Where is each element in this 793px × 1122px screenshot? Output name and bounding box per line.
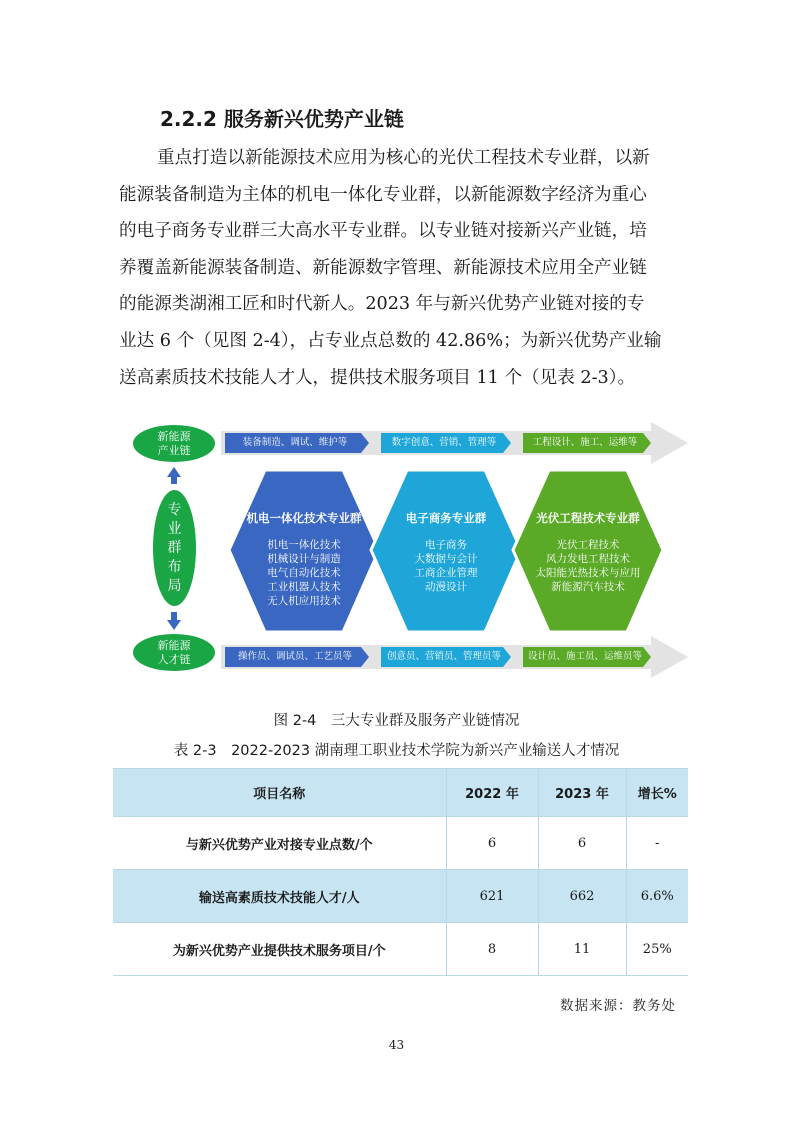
body-paragraph: [119, 140, 679, 396]
major-item: 工商企业管理: [414, 567, 478, 579]
paragraph-line: 重点打造以新能源技术应用为核心的光伏工程技术专业群，以新: [157, 148, 650, 168]
figure-caption: 图 2-4 三大专业群及服务产业链情况: [273, 713, 520, 729]
cell: 6: [446, 817, 538, 870]
paragraph-line: 业达 6 个（见图 2-4），占专业点总数的 42.86%；为新兴优势产业输: [119, 330, 662, 351]
cell: 11: [538, 923, 626, 976]
paragraph-line: 送高素质技术技能人才人，提供技术服务项目 11 个（见表 2-3）。: [119, 367, 636, 388]
paragraph-line: 的电子商务专业群三大高水平专业群。以专业链对接新兴产业链，培: [119, 221, 647, 242]
up-arrow-stem: [171, 476, 177, 484]
major-item: 无人机应用技术: [267, 595, 341, 607]
talent-item-3: 设计员、施工员、运维员等: [527, 651, 642, 662]
paragraph-line: 养覆盖新能源装备制造、新能源数字管理、新能源技术应用全产业链: [119, 257, 647, 278]
specialty-group-diagram: [133, 418, 688, 680]
header-cell: 2022 年: [446, 769, 538, 817]
section-heading: 2.2.2 服务新兴优势产业链: [160, 107, 404, 131]
talent-table: [113, 768, 688, 976]
talent-item-1: 操作员、调试员、工艺员等: [237, 651, 352, 662]
specialty-layout-oval: [153, 490, 196, 606]
industry-chain-label-line2: 产业链: [157, 443, 191, 457]
layout-char: 群: [167, 539, 182, 556]
major-item: 机械设计与制造: [267, 553, 341, 565]
cell: 662: [538, 870, 626, 923]
group-photovoltaic: [519, 510, 657, 594]
group-title: 光伏工程技术专业群: [536, 511, 640, 525]
talent-chain-oval: [133, 634, 215, 671]
industry-chain-oval: [133, 425, 215, 462]
major-item: 工业机器人技术: [267, 581, 341, 593]
paragraph-line: 的能源类湖湘工匠和时代新人。2023 年与新兴优势产业链对接的专: [119, 294, 645, 315]
talent-chain-label-line2: 人才链: [157, 652, 191, 666]
talent-chain-label-line1: 新能源: [157, 638, 191, 652]
row-name: 为新兴优势产业提供技术服务项目/个: [113, 923, 446, 976]
down-arrow-stem: [171, 612, 177, 620]
industry-chain-label-line1: 新能源: [157, 429, 191, 443]
group-title: 电子商务专业群: [405, 511, 487, 525]
major-item: 大数据与会计: [414, 553, 478, 565]
page-number: 43: [388, 1038, 405, 1052]
major-item: 风力发电工程技术: [546, 553, 630, 565]
major-item: 电气自动化技术: [267, 567, 341, 579]
cell: 6.6%: [626, 870, 688, 923]
industry-item-2: 数字创意、营销、管理等: [391, 437, 497, 448]
header-cell: 2023 年: [538, 769, 626, 817]
group-mechatronics: [235, 510, 373, 608]
layout-char: 业: [167, 520, 182, 537]
group-title: 机电一体化技术专业群: [246, 511, 362, 525]
table-row: [113, 870, 688, 923]
industry-item-1: 装备制造、调试、维护等: [242, 437, 348, 448]
layout-char: 专: [167, 501, 182, 518]
industry-item-3: 工程设计、施工、运维等: [532, 437, 638, 448]
header-cell: 项目名称: [113, 769, 446, 817]
talent-item-2: 创意员、营销员、管理员等: [386, 651, 501, 662]
major-item: 电子商务: [425, 539, 467, 551]
layout-char: 局: [167, 577, 182, 594]
layout-char: 布: [167, 558, 182, 575]
cell: 8: [446, 923, 538, 976]
table-caption: 表 2-3 2022-2023 湖南理工职业技术学院为新兴产业输送人才情况: [173, 743, 620, 759]
major-item: 太阳能光热技术与应用: [535, 567, 641, 579]
major-item: 动漫设计: [425, 581, 467, 593]
table-row: [113, 923, 688, 976]
group-ecommerce: [377, 510, 515, 594]
row-name: 与新兴优势产业对接专业点数/个: [113, 817, 446, 870]
major-item: 机电一体化技术: [267, 539, 341, 551]
data-source: 数据来源：教务处: [560, 998, 676, 1014]
table-header-row: [113, 769, 688, 817]
row-name: 输送高素质技术技能人才/人: [113, 870, 446, 923]
cell: 25%: [626, 923, 688, 976]
header-cell: 增长%: [626, 769, 688, 817]
down-arrow-icon: [167, 620, 181, 630]
cell: 6: [538, 817, 626, 870]
major-item: 光伏工程技术: [556, 539, 620, 551]
paragraph-line: 能源装备制造为主体的机电一体化专业群，以新能源数字经济为重心: [119, 184, 647, 205]
major-item: 新能源汽车技术: [551, 581, 625, 593]
table-row: [113, 817, 688, 870]
cell: -: [626, 817, 688, 870]
cell: 621: [446, 870, 538, 923]
